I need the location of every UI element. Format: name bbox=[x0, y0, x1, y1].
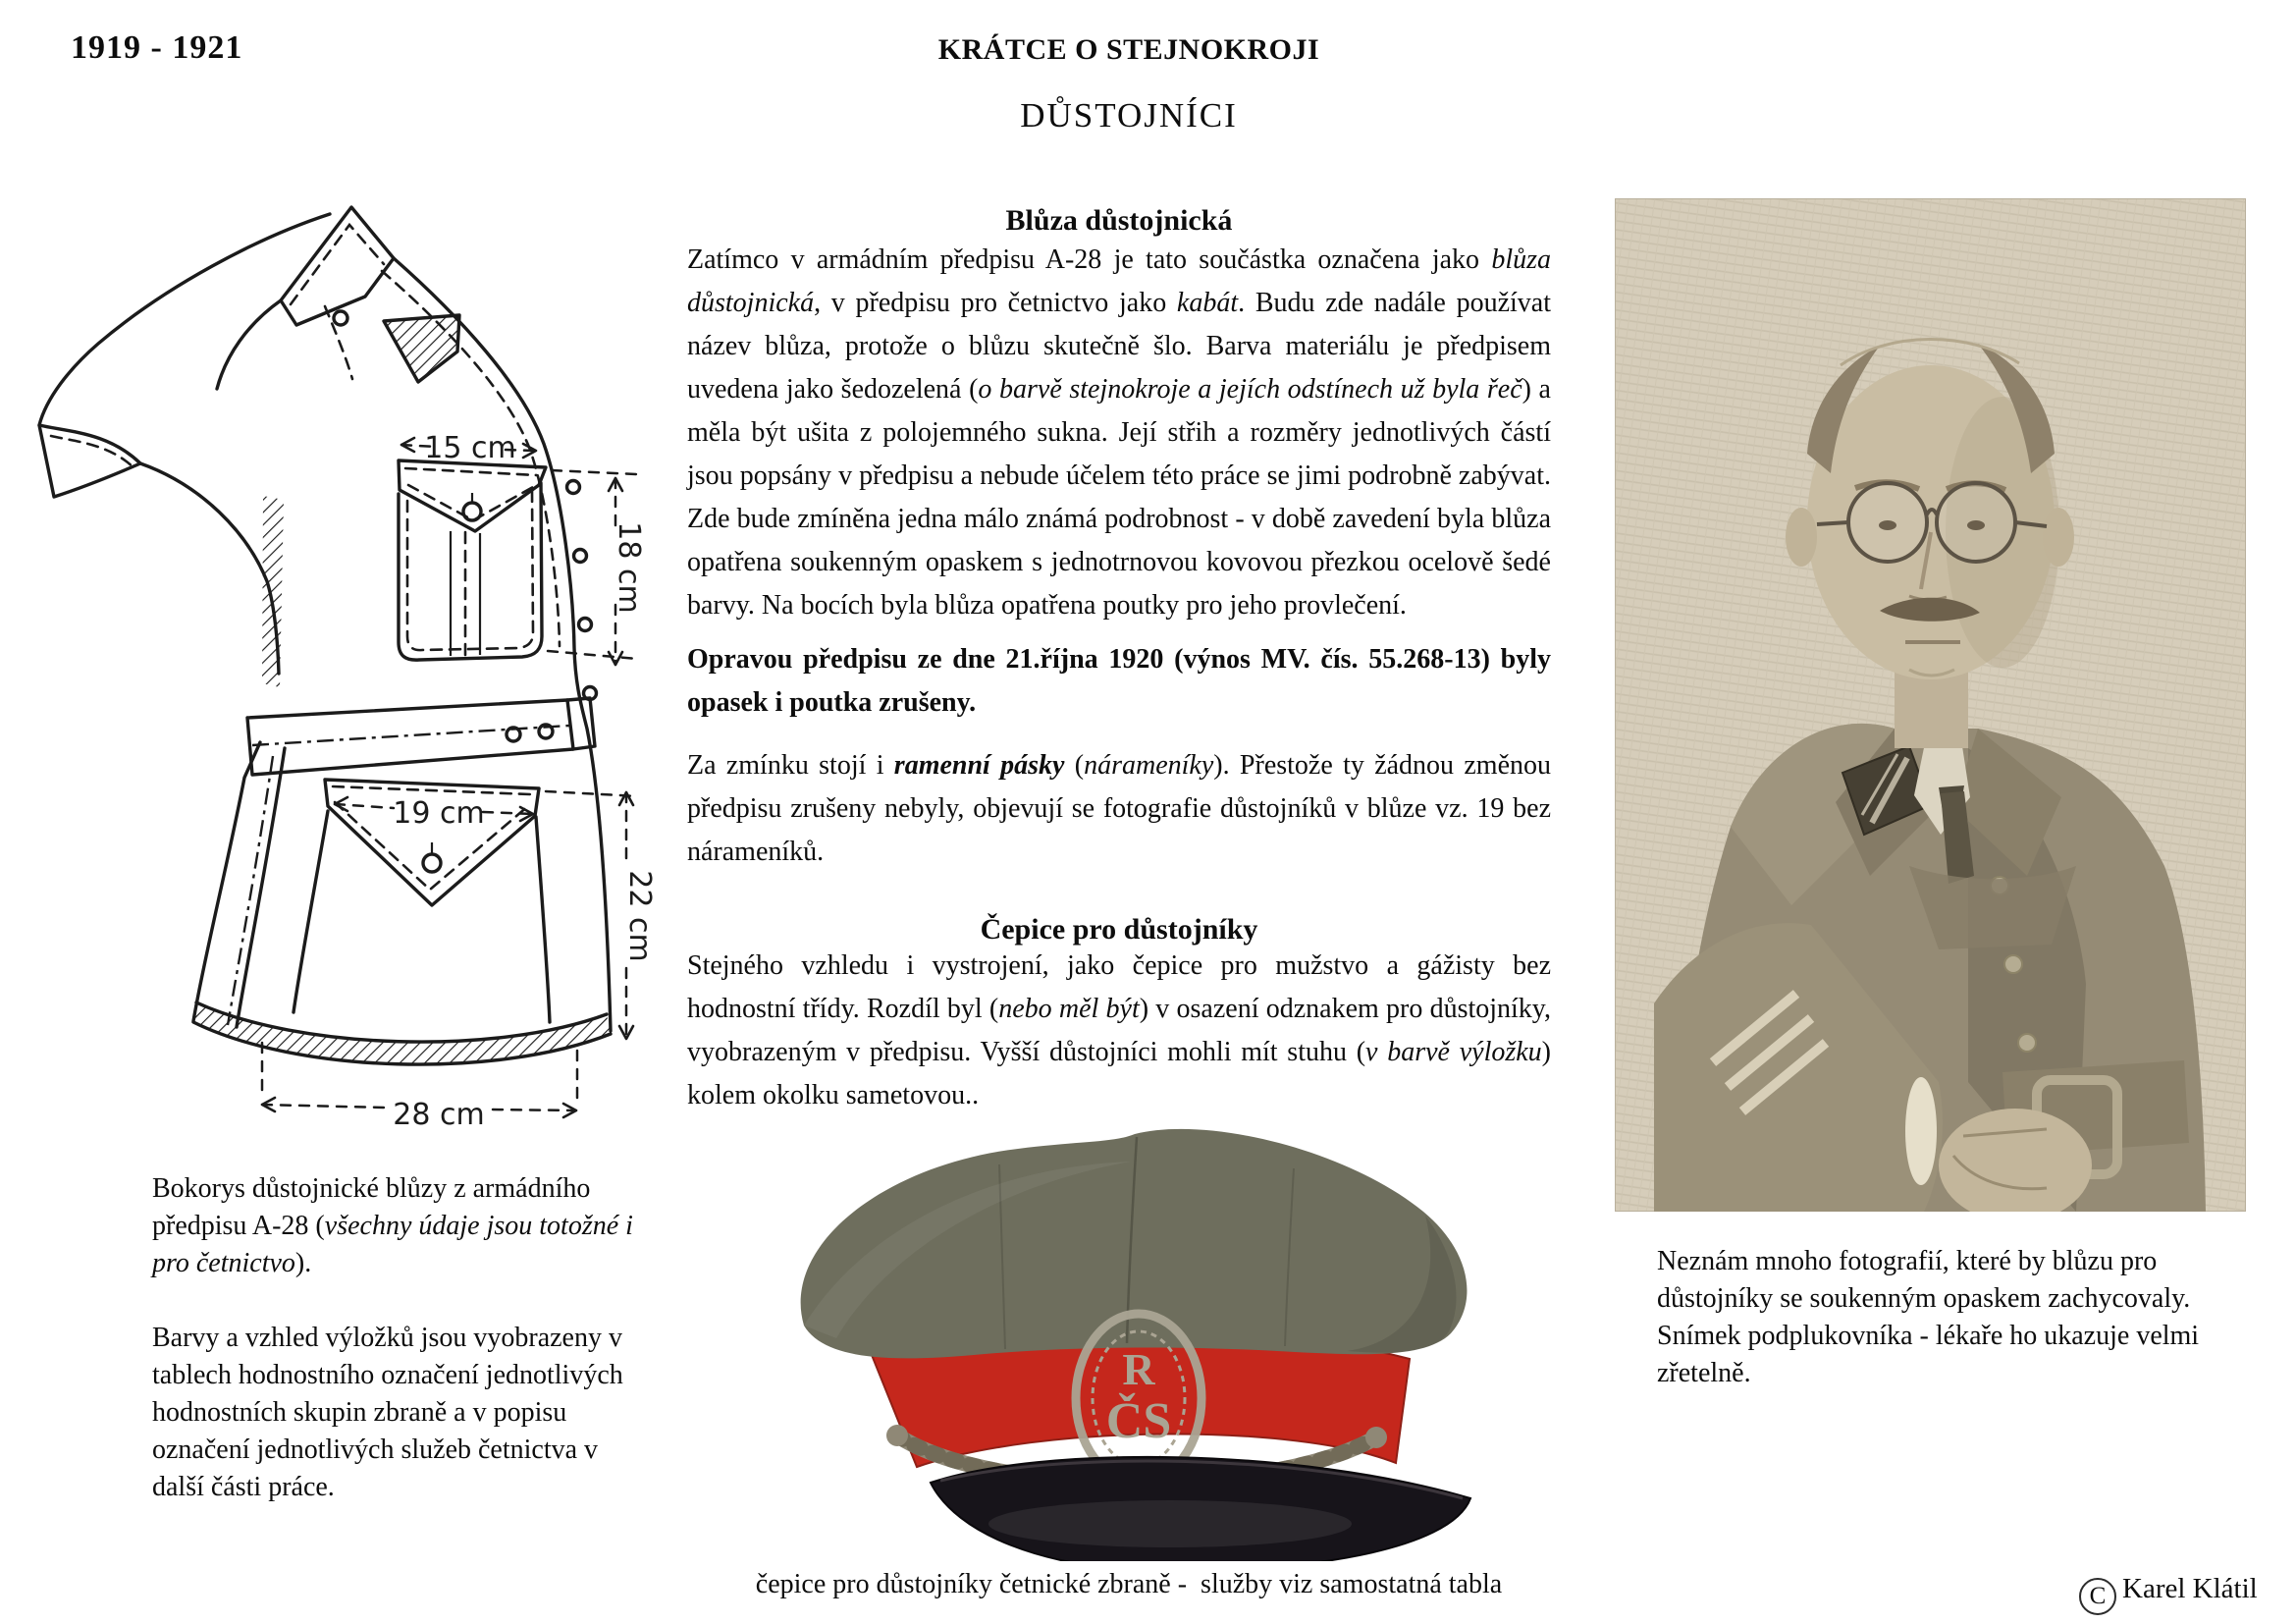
measure-skirt-pocket-width-label: 19 cm bbox=[393, 796, 485, 831]
sketch-caption bbox=[152, 1170, 643, 1543]
sketch-caption-p2: Barvy a vzhled výložků jsou vyobrazeny v tablech hodnostního označení jednotlivých hodnostních skupin zbraně a v popisu označení jednotlivých služeb četnictva v další části práce. bbox=[152, 1323, 623, 1502]
paragraph-bluza-1 bbox=[687, 239, 1551, 627]
cap-caption: čepice pro důstojníky četnické zbraně - služby viz samostatná tabla bbox=[755, 1569, 1503, 1599]
text-segment: blůza důstojnická bbox=[687, 244, 1551, 318]
text-segment: ) kolem okolku sametovou.. bbox=[687, 1037, 1551, 1110]
text-segment: kabát bbox=[1176, 288, 1239, 318]
eye bbox=[1879, 520, 1896, 530]
officer-cap-photo bbox=[748, 1108, 1514, 1561]
section-heading-bluza: Blůza důstojnická bbox=[1005, 203, 1233, 237]
sketch-belt bbox=[247, 698, 595, 775]
text-segment: všechny údaje jsou totožné i pro četnictvo bbox=[152, 1211, 633, 1278]
text-segment: v barvě výložku bbox=[1365, 1037, 1542, 1067]
measure-skirt-pocket-height-label: 22 cm bbox=[622, 870, 657, 962]
text-segment: ). Přestože ty žádnou změnou předpisu zrušeny nebyly, objevují se fotografie důstojníků v blůze vz. 19 bez nárameníků. bbox=[687, 750, 1552, 867]
paragraph-cepice-1 bbox=[687, 945, 1551, 1117]
cap-badge-letter-top: R bbox=[1122, 1344, 1155, 1394]
uniform-button bbox=[2004, 955, 2022, 973]
sketch-breast-pocket bbox=[399, 460, 546, 660]
text-segment: Zatímco v armádním předpisu A-28 je tato součástka označena jako bbox=[687, 244, 1492, 275]
text-segment: ) a měla být ušita z polojemného sukna. Její střih a rozměry jednotlivých částí jsou popsány v předpisu a nebude účelem této práce se jimi podrobně zabývat. Zde bude zmíněna jedna málo známá podrobnost - v době zavedení byla blůza opatřena soukenným opaskem s jednotrnovou kovovou přezkou ocelově šedé barvy. Na bocích byla blůza opatřena poutky pro jeho provlečení. bbox=[687, 374, 1551, 621]
author-name: Karel Klátil bbox=[2122, 1573, 2258, 1604]
page-title: KRÁTCE O STEJNOKROJI bbox=[937, 33, 1320, 66]
date-range: 1919 - 1921 bbox=[71, 29, 243, 66]
text-segment: nárameníky bbox=[1084, 750, 1214, 781]
officer-portrait-photo bbox=[1615, 198, 2246, 1212]
text-segment: ( bbox=[1064, 750, 1085, 781]
paragraph-bluza-2-bold: Opravou předpisu ze dne 21.října 1920 (výnos MV. čís. 55.268-13) byly opasek i poutka zrušeny. bbox=[687, 644, 1551, 718]
text-segment: nebo měl být bbox=[998, 994, 1140, 1024]
sketch-body bbox=[193, 258, 611, 1031]
text-segment: o barvě stejnokroje a jejích odstínech už byla řeč bbox=[978, 374, 1522, 405]
shirt-cuff bbox=[1905, 1077, 1937, 1185]
page-subtitle: DŮSTOJNÍCI bbox=[1020, 96, 1238, 135]
uniform-button bbox=[2018, 1034, 2036, 1052]
text-segment: , v předpisu pro četnictvo jako bbox=[814, 288, 1177, 318]
measure-chest-height-label: 18 cm bbox=[612, 521, 646, 614]
eye bbox=[1967, 520, 1985, 530]
text-segment: Za zmínku stojí i bbox=[687, 750, 894, 781]
measure-hem-width-label: 28 cm bbox=[393, 1098, 485, 1132]
section-heading-cepice: Čepice pro důstojníky bbox=[980, 912, 1258, 946]
text-segment: ). bbox=[294, 1248, 312, 1278]
cap-badge-letters-bottom: ČS bbox=[1105, 1393, 1172, 1449]
paragraph-bluza-3 bbox=[687, 744, 1551, 874]
text-segment: ramenní pásky bbox=[893, 750, 1065, 781]
author-credit bbox=[2079, 1573, 2258, 1615]
collar-rank-patch bbox=[384, 315, 459, 382]
text-segment: Bokorys důstojnické blůzy z armádního předpisu A-28 ( bbox=[152, 1173, 591, 1241]
text-segment: . Budu zde nadále používat název blůza, protože o blůzu skutečně šlo. Barva materiálu je předpisem uvedena jako šedozelená ( bbox=[687, 288, 1551, 405]
sketch-caption-p1 bbox=[152, 1170, 643, 1282]
ear bbox=[1786, 508, 1817, 567]
measure-chest-width-label: 15 cm bbox=[424, 431, 516, 465]
uniform-blouse-sketch bbox=[25, 142, 658, 1134]
text-segment: Stejného vzhledu i vystrojení, jako čepice pro mužstvo a gážisty bez hodnostní třídy. Rozdíl byl ( bbox=[687, 950, 1551, 1024]
portrait-caption: Neznám mnoho fotografií, které by blůzu pro důstojníky se soukenným opaskem zachycovaly. Snímek podplukovníka - lékaře ho ukazuje velmi zřetelně. bbox=[1657, 1246, 2200, 1388]
ear bbox=[2043, 508, 2074, 567]
copyright-icon: C bbox=[2079, 1578, 2116, 1615]
text-segment: ) v osazení odznakem pro důstojníky, vyobrazeným v předpisu. Vyšší důstojníci mohli mít stuhu ( bbox=[687, 994, 1551, 1067]
page-title-block bbox=[687, 33, 1571, 67]
sketch-sleeve bbox=[39, 214, 330, 674]
